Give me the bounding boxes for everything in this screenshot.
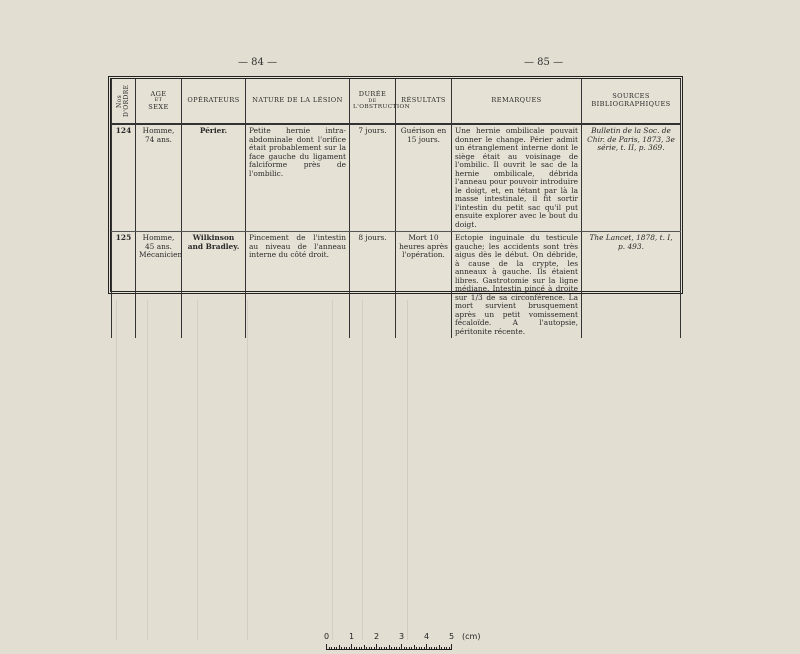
scale-tick-mark: [386, 647, 387, 649]
scale-bar: [312, 632, 482, 654]
case-number: 124: [112, 124, 136, 232]
scale-tick-mark: [374, 647, 375, 649]
header-age: AGE ET SEXE: [136, 79, 182, 124]
scale-tick-mark: [419, 647, 420, 649]
case-nature: Pincement de l'intestin au niveau de l'anneau interne du côté droit.: [246, 232, 350, 339]
scale-tick-mark: [391, 647, 392, 649]
header-nature: NATURE DE LA LÉSION: [246, 79, 350, 124]
scale-tick-mark: [336, 647, 337, 649]
scale-ruler: [326, 645, 452, 650]
table-header-row: [112, 79, 681, 124]
case-number: 125: [112, 232, 136, 339]
scale-tick-label: 5: [449, 632, 455, 641]
header-num: Nos D'ORDRE: [112, 79, 136, 124]
case-source: The Lancet, 1878, t. I, p. 493.: [582, 232, 681, 339]
scale-tick-mark: [389, 645, 390, 649]
case-result: Guérison en 15 jours.: [396, 124, 452, 232]
page-number-right: — 85 —: [524, 57, 564, 68]
scale-tick-mark: [334, 647, 335, 649]
scale-tick-mark: [434, 647, 435, 649]
scale-tick-mark: [359, 647, 360, 649]
scale-tick-mark: [444, 647, 445, 649]
scale-tick-mark: [361, 647, 362, 649]
header-results: RÉSULTATS: [396, 79, 452, 124]
case-source: Bulletin de la Soc. de Chir. de Paris, 1873, 3e série, t. II, p. 369.: [582, 124, 681, 232]
scale-tick-mark: [424, 647, 425, 649]
case-age: Homme, 74 ans.: [136, 124, 182, 232]
scale-tick-mark: [451, 644, 452, 649]
case-result: Mort 10 heures après l'opération.: [396, 232, 452, 339]
header-operators: OPÉRATEURS: [182, 79, 246, 124]
scale-tick-mark: [346, 647, 347, 649]
scale-tick-label: 2: [374, 632, 380, 641]
scale-tick-mark: [364, 645, 365, 649]
scale-tick-mark: [356, 647, 357, 649]
scale-tick-mark: [446, 647, 447, 649]
case-operator: Wilkinson and Bradley.: [182, 232, 246, 339]
scale-tick-mark: [439, 645, 440, 649]
scale-tick-mark: [426, 644, 427, 649]
bleed-through-table: [116, 300, 408, 640]
scale-tick-mark: [366, 647, 367, 649]
scale-tick-mark: [404, 647, 405, 649]
page-number-left: — 84 —: [238, 57, 278, 68]
scale-tick-mark: [449, 647, 450, 649]
table-row: [112, 124, 681, 232]
scale-tick-mark: [376, 644, 377, 649]
scale-tick-mark: [339, 645, 340, 649]
scale-tick-mark: [441, 647, 442, 649]
case-table: [108, 76, 683, 336]
case-duration: 7 jours.: [350, 124, 396, 232]
case-operator: Périer.: [182, 124, 246, 232]
scale-tick-mark: [394, 647, 395, 649]
scale-tick-mark: [429, 647, 430, 649]
scale-tick-label: 4: [424, 632, 430, 641]
case-nature: Petite hernie intra-abdominale dont l'orifice était probablement sur la face gauche du ligament falciforme près de l'ombilic.: [246, 124, 350, 232]
scale-tick-mark: [349, 647, 350, 649]
scale-tick-label: 1: [349, 632, 355, 641]
scale-tick-label: 0: [324, 632, 330, 641]
table-row: [112, 232, 681, 339]
scale-tick-mark: [409, 647, 410, 649]
case-duration: 8 jours.: [350, 232, 396, 339]
scale-tick-mark: [354, 647, 355, 649]
scale-tick-label: 3: [399, 632, 405, 641]
header-remarks: REMARQUES: [452, 79, 582, 124]
scale-tick-mark: [331, 647, 332, 649]
scale-tick-mark: [379, 647, 380, 649]
scale-tick-mark: [341, 647, 342, 649]
header-duration: DURÉE DE L'OBSTRUCTION: [350, 79, 396, 124]
scale-tick-mark: [431, 647, 432, 649]
case-remarks: Une hernie ombilicale pouvait donner le change. Périer admit un étranglement interne dont le siège était au voisinage de l'ombilic. Il ouvrit le sac de la hernie ombilicale, débrida l'anneau pour pouvoir introduire le doigt, et, en tétant par là la masse intestinale, il fit sortir l'intestin du petit sac qu'il put ensuite explorer avec le bout du doigt.: [452, 124, 582, 232]
scale-tick-mark: [436, 647, 437, 649]
scale-tick-mark: [411, 647, 412, 649]
scale-tick-mark: [401, 644, 402, 649]
scale-tick-mark: [326, 644, 327, 649]
scale-tick-mark: [351, 644, 352, 649]
scale-tick-mark: [414, 645, 415, 649]
scale-tick-mark: [406, 647, 407, 649]
case-age: Homme, 45 ans. Mécanicien: [136, 232, 182, 339]
scale-tick-mark: [369, 647, 370, 649]
scale-unit: (cm): [462, 632, 481, 641]
case-remarks: Ectopie inguinale du testicule gauche; les accidents sont très aigus dès le début. On débride, à cause de la crypte, les anneaux à gauche. Ils étaient libres. Gastrotomie sur la ligne médiane. Intestin pincé à droite sur 1/3 de sa circonférence. La mort survient brusquement après un petit vomissement fécaloïde. A l'autopsie, péritonite récente.: [452, 232, 582, 339]
scale-tick-mark: [381, 647, 382, 649]
scale-tick-mark: [384, 647, 385, 649]
scale-tick-mark: [396, 647, 397, 649]
header-sources: SOURCES BIBLIOGRAPHIQUES: [582, 79, 681, 124]
scale-tick-mark: [371, 647, 372, 649]
scale-tick-mark: [344, 647, 345, 649]
scale-tick-mark: [329, 647, 330, 649]
scale-tick-mark: [399, 647, 400, 649]
scale-tick-mark: [416, 647, 417, 649]
scale-tick-mark: [421, 647, 422, 649]
